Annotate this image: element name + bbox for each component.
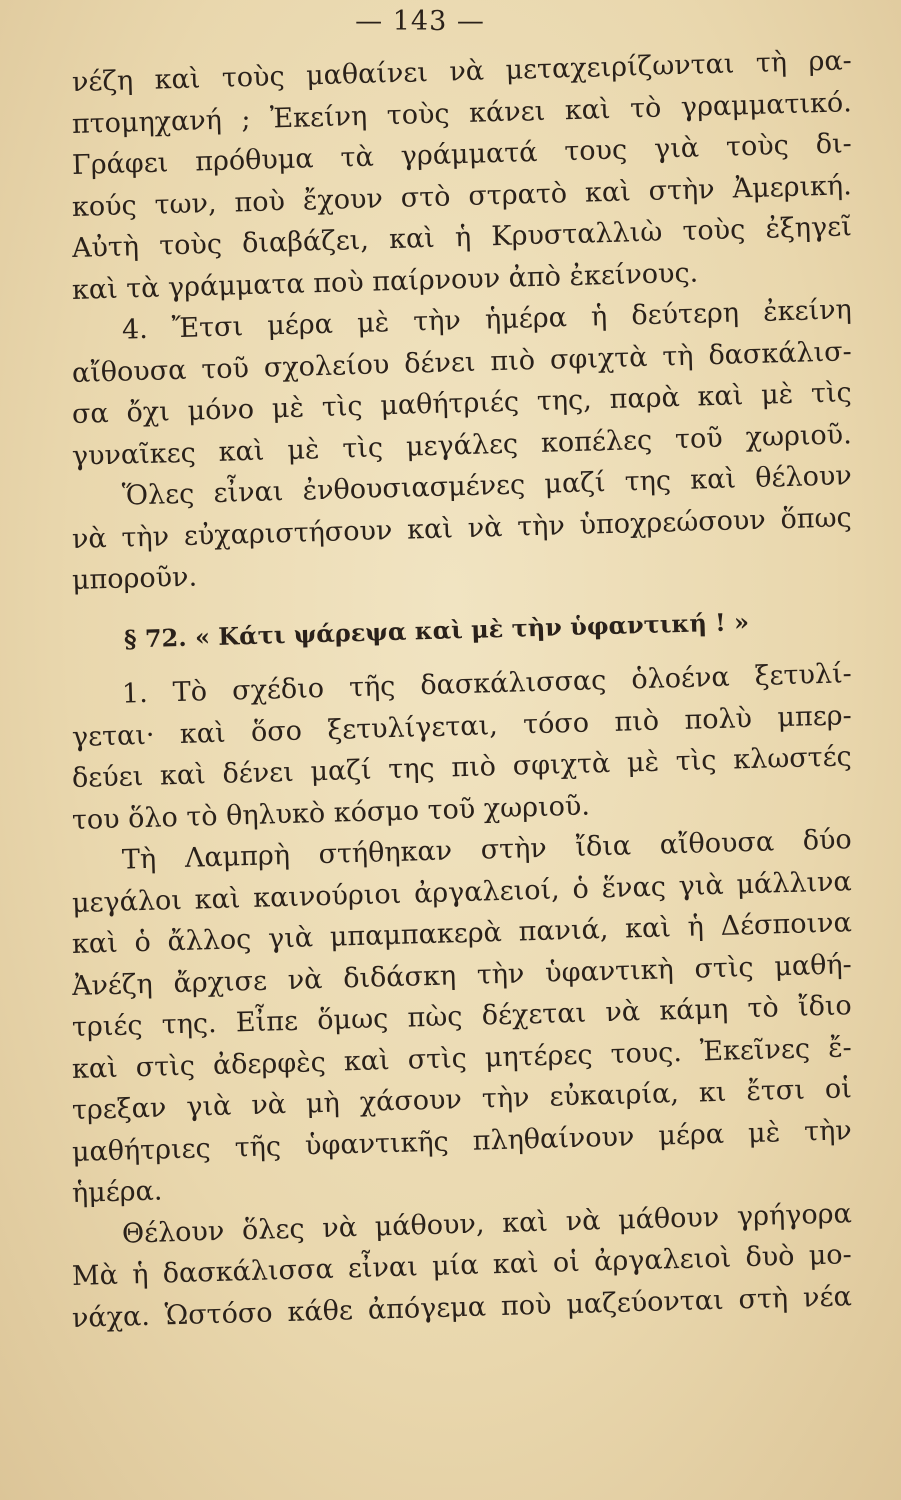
text-line: μποροῦν.	[71, 561, 198, 596]
text-line: κούς των, ποὺ ἔχουν στὸ στρατὸ καὶ στὴν Ἀμερική.	[71, 169, 853, 223]
text-line: πτομηχανή ; Ἐκείνη τοὺς κάνει καὶ τὸ γραμματικό.	[71, 86, 853, 140]
text-line: ἡμέρα.	[71, 1175, 163, 1209]
text-line: νέζη καὶ τοὺς μαθαίνει νὰ μεταχειρίζωνται τὴ ρα-	[71, 45, 853, 98]
text-line: μεγάλοι καὶ καινούριοι ἀργαλειοί, ὁ ἕνας γιὰ μάλλινα	[71, 865, 853, 919]
text-line: τριές της. Εἶπε ὅμως πὼς δέχεται νὰ κάμη τὸ ἴδιο	[71, 990, 853, 1043]
text-line: νάχα. Ὡστόσο κάθε ἀπόγεμα ποὺ μαζεύονται στὴ νέα	[71, 1280, 853, 1334]
paragraph-start-line: 1. Τὸ σχέδιο τῆς δασκάλισσας ὁλοένα ξετυλί-	[121, 658, 853, 710]
text-line: νὰ τὴν εὐχαριστήσουν καὶ νὰ τὴν ὑποχρεώσουν ὅπως	[71, 501, 853, 555]
text-line: καὶ τὰ γράμματα ποὺ παίρνουν ἀπὸ ἐκείνους.	[71, 257, 699, 306]
text-line: τρεξαν γιὰ νὰ μὴ χάσουν τὴν εὐκαιρία, κι ἔτσι οἱ	[71, 1073, 853, 1126]
body-text	[71, 45, 853, 1339]
text-line: σα ὄχι μόνο μὲ τὶς μαθήτριές της, παρὰ καὶ μὲ τὶς	[71, 377, 853, 430]
text-line: Μὰ ἡ δασκάλισσα εἶναι μία καὶ οἱ ἀργαλειοὶ δυὸ μο-	[71, 1239, 853, 1292]
text-line: δεύει καὶ δένει μαζί της πιὸ σφιχτὰ μὲ τὶς κλωστές	[71, 741, 853, 794]
section-heading: § 72. « Κάτι ψάρεψα καὶ μὲ τὴν ὑφαντική ! »	[123, 606, 750, 654]
paragraph-start-line: 4. Ἔτσι μέρα μὲ τὴν ἡμέρα ἡ δεύτερη ἐκείνη	[121, 294, 853, 346]
text-line: μαθήτριες τῆς ὑφαντικῆς πληθαίνουν μέρα μὲ τὴν	[71, 1114, 853, 1168]
paragraph-start-line: Ὅλες εἶναι ἐνθουσιασμένες μαζί της καὶ θέλουν	[121, 460, 853, 512]
text-line: Ἀνέζη ἄρχισε νὰ διδάσκη τὴν ὑφαντικὴ στὶς μαθή-	[71, 948, 853, 1002]
text-line: Αὐτὴ τοὺς διαβάζει, καὶ ἡ Κρυσταλλιὼ τοὺς ἐξηγεῖ	[71, 211, 853, 264]
paragraph-start-line: Θέλουν ὅλες νὰ μάθουν, καὶ νὰ μάθουν γρήγορα	[121, 1197, 853, 1250]
text-line: γυναῖκες καὶ μὲ τὶς μεγάλες κοπέλες τοῦ χωριοῦ.	[71, 418, 853, 472]
page-number: — 143 —	[355, 6, 485, 37]
text-line: Γράφει πρόθυμα τὰ γράμματά τους γιὰ τοὺς δι-	[71, 128, 853, 181]
text-line: του ὅλο τὸ θηλυκὸ κόσμο τοῦ χωριοῦ.	[71, 790, 591, 836]
text-line: καὶ ὁ ἄλλος γιὰ μπαμπακερὰ πανιά, καὶ ἡ Δέσποινα	[71, 907, 853, 960]
text-line: γεται· καὶ ὅσο ξετυλίγεται, τόσο πιὸ πολὺ μπερ-	[71, 699, 853, 753]
text-line: καὶ στὶς ἀδερφὲς καὶ στὶς μητέρες τους. Ἐκεῖνες ἔ-	[71, 1031, 853, 1085]
text-line: αἴθουσα τοῦ σχολείου δένει πιὸ σφιχτὰ τὴ δασκάλισ-	[71, 335, 853, 389]
paragraph-start-line: Τὴ Λαμπρὴ στήθηκαν στὴν ἴδια αἴθουσα δύο	[121, 824, 853, 876]
